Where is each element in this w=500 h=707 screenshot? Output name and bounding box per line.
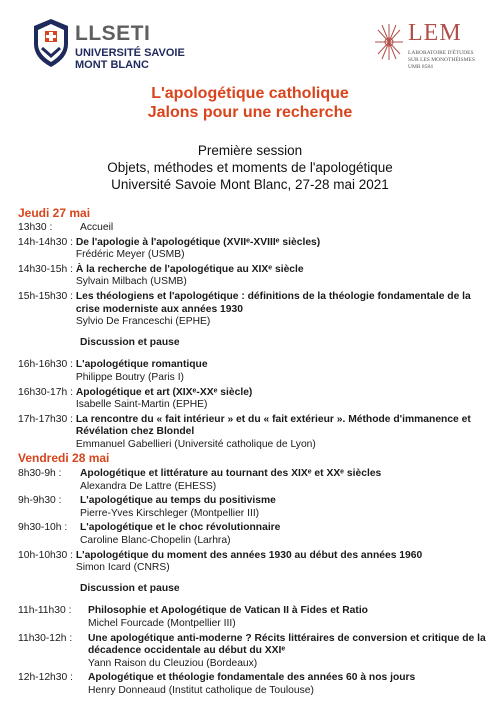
program-item: [18, 605, 488, 630]
session-title: La rencontre du « fait intérieur » et du « fait extérieur ». Méthode d'immanence et Révélation chez Blondel: [75, 413, 471, 438]
time-slot: 10h-10h30 :: [18, 549, 76, 561]
program-item: [18, 672, 488, 697]
speaker: Alexandra De Lattre (EHESS): [80, 480, 217, 492]
time-slot: 14h-14h30 :: [18, 236, 76, 248]
session-title: L'apologétique et le choc révolutionnaire: [80, 522, 281, 534]
llseti-name: LLSETI: [75, 22, 151, 45]
shield-icon: [32, 18, 70, 68]
session-title: Apologétique et art (XIXᵉ-XXᵉ siècle): [75, 386, 253, 398]
speaker: Philippe Boutry (Paris I): [75, 371, 184, 383]
program-item: [18, 222, 488, 235]
speaker: Yann Raison du Cleuziou (Bordeaux): [88, 657, 258, 669]
pause-label: Discussion et pause: [80, 336, 180, 348]
time-slot: 14h30-15h :: [18, 263, 76, 275]
session-title: Accueil: [80, 222, 114, 233]
time-slot: 9h-9h30 :: [18, 495, 71, 507]
program-item: [18, 414, 488, 452]
time-slot: 16h-16h30 :: [18, 359, 76, 371]
session-title: De l'apologie à l'apologétique (XVIIᵉ-XVIIIᵉ siècles): [75, 236, 321, 248]
session-heading: Première session Objets, méthodes et moments de l'apologétique Université Savoie Mont Blanc, 27-28 mai 2021: [107, 143, 393, 192]
speaker: Pierre-Yves Kirschleger (Montpellier III): [80, 507, 260, 519]
time-slot: 17h-17h30 :: [18, 413, 76, 425]
session-title: Apologétique et théologie fondamentale des années 60 à nos jours: [88, 672, 416, 684]
session-title: Apologétique et littérature au tournant des XIXᵉ et XXᵉ siècles: [80, 468, 382, 479]
pause-label: Discussion et pause: [80, 582, 180, 594]
time-slot: 16h30-17h :: [18, 386, 76, 398]
speaker: Henry Donneaud (Institut catholique de Toulouse): [88, 684, 314, 696]
document-title: L'apologétique catholique Jalons pour une recherche: [147, 85, 353, 121]
program-item: [18, 291, 488, 329]
llseti-university: UNIVERSITÉ SAVOIE MONT BLANC: [75, 47, 185, 71]
program-item: [18, 387, 488, 412]
session-title: L'apologétique du moment des années 1930 au début des années 1960: [75, 549, 423, 561]
session-title: L'apologétique romantique: [75, 359, 208, 371]
program-item: [18, 468, 488, 493]
day1-program: [18, 222, 488, 452]
llseti-logo: [32, 18, 192, 78]
lem-subtitle: LABORATOIRE D'ÉTUDES SUR LES MONOTHÉISMES UMR 8584: [408, 50, 475, 70]
time-slot: 13h30 :: [18, 222, 53, 233]
speaker: Sylvio De Franceschi (EPHE): [75, 316, 211, 328]
session-title: L'apologétique au temps du positivisme: [80, 495, 276, 507]
time-slot: 12h-12h30 :: [18, 672, 76, 684]
program-item: [18, 495, 488, 520]
speaker: Caroline Blanc-Chopelin (Larhra): [80, 534, 231, 546]
speaker: Michel Fourcade (Montpellier III): [88, 617, 236, 629]
time-slot: 15h-15h30 :: [18, 290, 76, 302]
speaker: Emmanuel Gabellieri (Université catholique de Lyon): [75, 438, 316, 450]
session-title: Philosophie et Apologétique de Vatican II à Fides et Ratio: [88, 605, 368, 617]
day-heading: Jeudi 27 mai: [18, 206, 91, 220]
speaker: Isabelle Saint-Martin (EPHE): [75, 399, 208, 411]
lem-logo: [372, 22, 482, 92]
speaker: Frédéric Meyer (USMB): [75, 249, 185, 261]
speaker: Sylvain Milbach (USMB): [75, 276, 187, 288]
program-item: [18, 359, 488, 384]
time-slot: 11h30-12h :: [18, 632, 76, 644]
program-item: [18, 522, 488, 547]
time-slot: 8h30-9h :: [18, 468, 71, 479]
session-title: À la recherche de l'apologétique au XIXᵉ siècle: [75, 263, 304, 275]
program-item: [18, 633, 488, 671]
time-slot: 11h-11h30 :: [18, 605, 78, 617]
lem-emblem-icon: [372, 22, 406, 62]
program-item: [18, 237, 488, 262]
day2-program: [18, 468, 488, 698]
session-title: Une apologétique anti-moderne ? Récits littéraires de conversion et critique de la décadence occidentale au début du XXIᵉ: [88, 632, 486, 657]
program-item: [18, 264, 488, 289]
day-heading: Vendredi 28 mai: [18, 451, 110, 465]
time-slot: 9h30-10h :: [18, 522, 73, 534]
program-item: [18, 550, 488, 575]
session-title: Les théologiens et l'apologétique : définitions de la théologie fondamentale de la crise moderniste aux années 1930: [75, 290, 471, 315]
speaker: Simon Icard (CNRS): [75, 562, 170, 574]
lem-name: LEM: [408, 20, 462, 46]
